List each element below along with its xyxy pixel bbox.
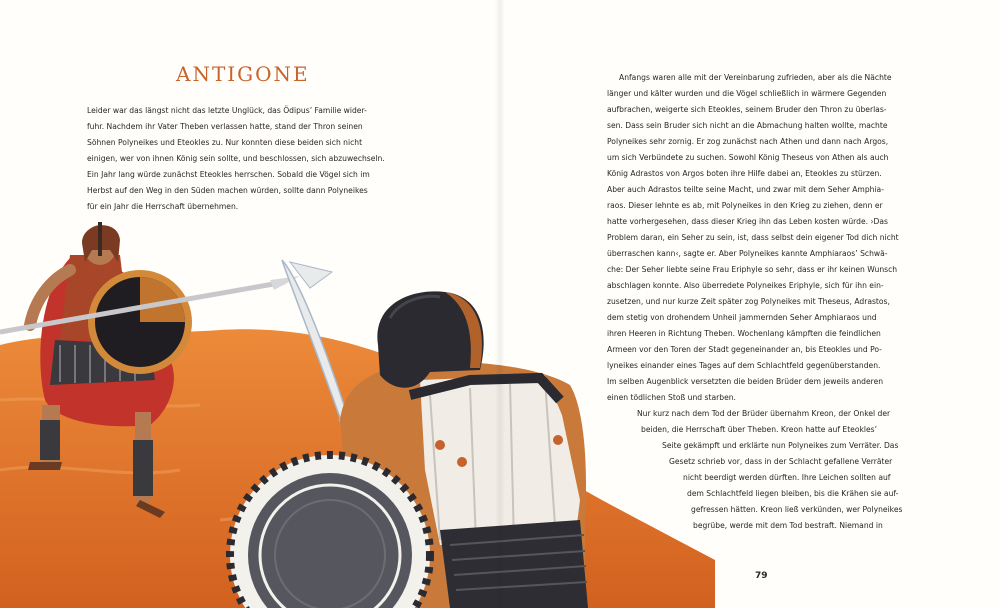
paragraph-line: Seite gekämpft und erklärte nun Polyneikes zum Verräter. Das — [662, 441, 899, 450]
right-paragraph-1 — [607, 70, 913, 406]
warrior-left-greave — [40, 420, 60, 460]
paragraph-line: fuhr. Nachdem ihr Vater Theben verlassen hatte, stand der Thron seinen — [87, 122, 363, 131]
paragraph-line: Im selben Augenblick versetzten die beiden Brüder dem jeweils anderen — [607, 377, 884, 386]
paragraph-line: Ein Jahr lang würde zunächst Eteokles herrschen. Sobald die Vögel sich im — [87, 170, 370, 179]
paragraph-line: Polyneikes sehr zornig. Er zog zunächst nach Athen und dann nach Argos, — [607, 137, 889, 146]
right-paragraph-2 — [607, 406, 913, 534]
paragraph-line: lyneikes einander eines Tages auf dem Schlachtfeld gegenüberstanden. — [607, 361, 881, 370]
warrior-left-greave-right — [133, 440, 153, 496]
paragraph-line: hatte vorhergesehen, dass dieser Krieg ihn das Leben kosten würde. ›Das — [607, 217, 888, 226]
warrior-right-scale-skirt — [440, 520, 588, 608]
paragraph-line: länger und kälter wurden und die Vögel schließlich in wärmere Gegenden — [607, 89, 887, 98]
paragraph-line: Nur kurz nach dem Tod der Brüder übernahm Kreon, der Onkel der — [637, 409, 891, 418]
paragraph-line: Armeen vor den Toren der Stadt gegeneinander an, bis Eteokles und Po- — [607, 345, 882, 354]
paragraph-line: Herbst auf den Weg in den Süden machen würden, sollte dann Polyneikes — [87, 186, 368, 195]
paragraph-line: begrübe, werde mit dem Tod bestraft. Niemand in — [693, 521, 883, 530]
paragraph-line: sen. Dass sein Bruder sich nicht an die Abmachung halten wollte, machte — [607, 121, 888, 130]
paragraph-line: Gesetz schrieb vor, dass in der Schlacht gefallene Verräter — [669, 457, 893, 466]
chapter-title: ANTIGONE — [176, 62, 310, 86]
paragraph-line: Anfangs waren alle mit der Vereinbarung zufrieden, aber als die Nächte — [619, 73, 892, 82]
book-gutter — [495, 0, 505, 608]
paragraph-line: aufbrachen, weigerte sich Eteokles, seinem Bruder den Thron zu überlas- — [607, 105, 887, 114]
paragraph-line: König Adrastos von Argos boten ihre Hilfe dabei an, Eteokles zu stürzen. — [607, 169, 882, 178]
paragraph-line: um sich Verbündete zu suchen. Sowohl König Theseus von Athen als auch — [607, 153, 889, 162]
paragraph-line: abschlagen konnte. Also überredete Polyneikes Eriphyle, sich für ihn ein- — [607, 281, 884, 290]
paragraph-line: einigen, wer von ihnen König sein sollte, und beschlossen, sich abzuwechseln. — [87, 154, 385, 163]
paragraph-line: nicht beerdigt werden dürften. Ihre Leichen sollten auf — [683, 473, 891, 482]
warrior-left-sandal — [28, 462, 62, 470]
left-paragraph — [87, 103, 393, 215]
paragraph-line: che: Der Seher liebte seine Frau Eriphyle so sehr, dass er ihr keinen Wunsch — [607, 265, 898, 274]
paragraph-line: gefressen hätten. Kreon ließ verkünden, wer Polyneikes — [691, 505, 903, 514]
paragraph-line: dem Schlachtfeld liegen bleiben, bis die Krähen sie auf- — [687, 489, 899, 498]
paragraph-line: Leider war das längst nicht das letzte Unglück, das Ödipus’ Familie wider- — [87, 106, 367, 115]
paragraph-line: überraschen kann‹, sagte er. Aber Polyneikes kannte Amphiaraos’ Schwä- — [607, 249, 888, 258]
paragraph-line: Aber auch Adrastos teilte seine Macht, und zwar mit dem Seher Amphia- — [607, 185, 884, 194]
paragraph-line: einen tödlichen Stoß und starben. — [607, 393, 736, 402]
paragraph-line: Problem daran, ein Seher zu sein, ist, dass selbst dein eigener Tod dich nicht — [607, 233, 899, 242]
paragraph-line: zusetzen, und nur kurze Zeit später zog Polyneikes mit Theseus, Adrastos, — [607, 297, 890, 306]
paragraph-line: raos. Dieser lehnte es ab, mit Polyneikes in den Krieg zu ziehen, denn er — [607, 201, 883, 210]
paragraph-line: dem stetig von drohendem Unheil jammernden Seher Amphiaraos und — [607, 313, 877, 322]
page-number: 79 — [755, 571, 768, 581]
paragraph-line: Söhnen Polyneikes und Eteokles zu. Nur konnten diese beiden sich nicht — [87, 138, 363, 147]
paragraph-line: beiden, die Herrschaft über Theben. Kreon hatte auf Eteokles’ — [641, 425, 878, 434]
paragraph-line: für ein Jahr die Herrschaft übernehmen. — [87, 202, 239, 211]
paragraph-line: ihren Heeren in Richtung Theben. Wochenlang kämpften die feindlichen — [607, 329, 881, 338]
